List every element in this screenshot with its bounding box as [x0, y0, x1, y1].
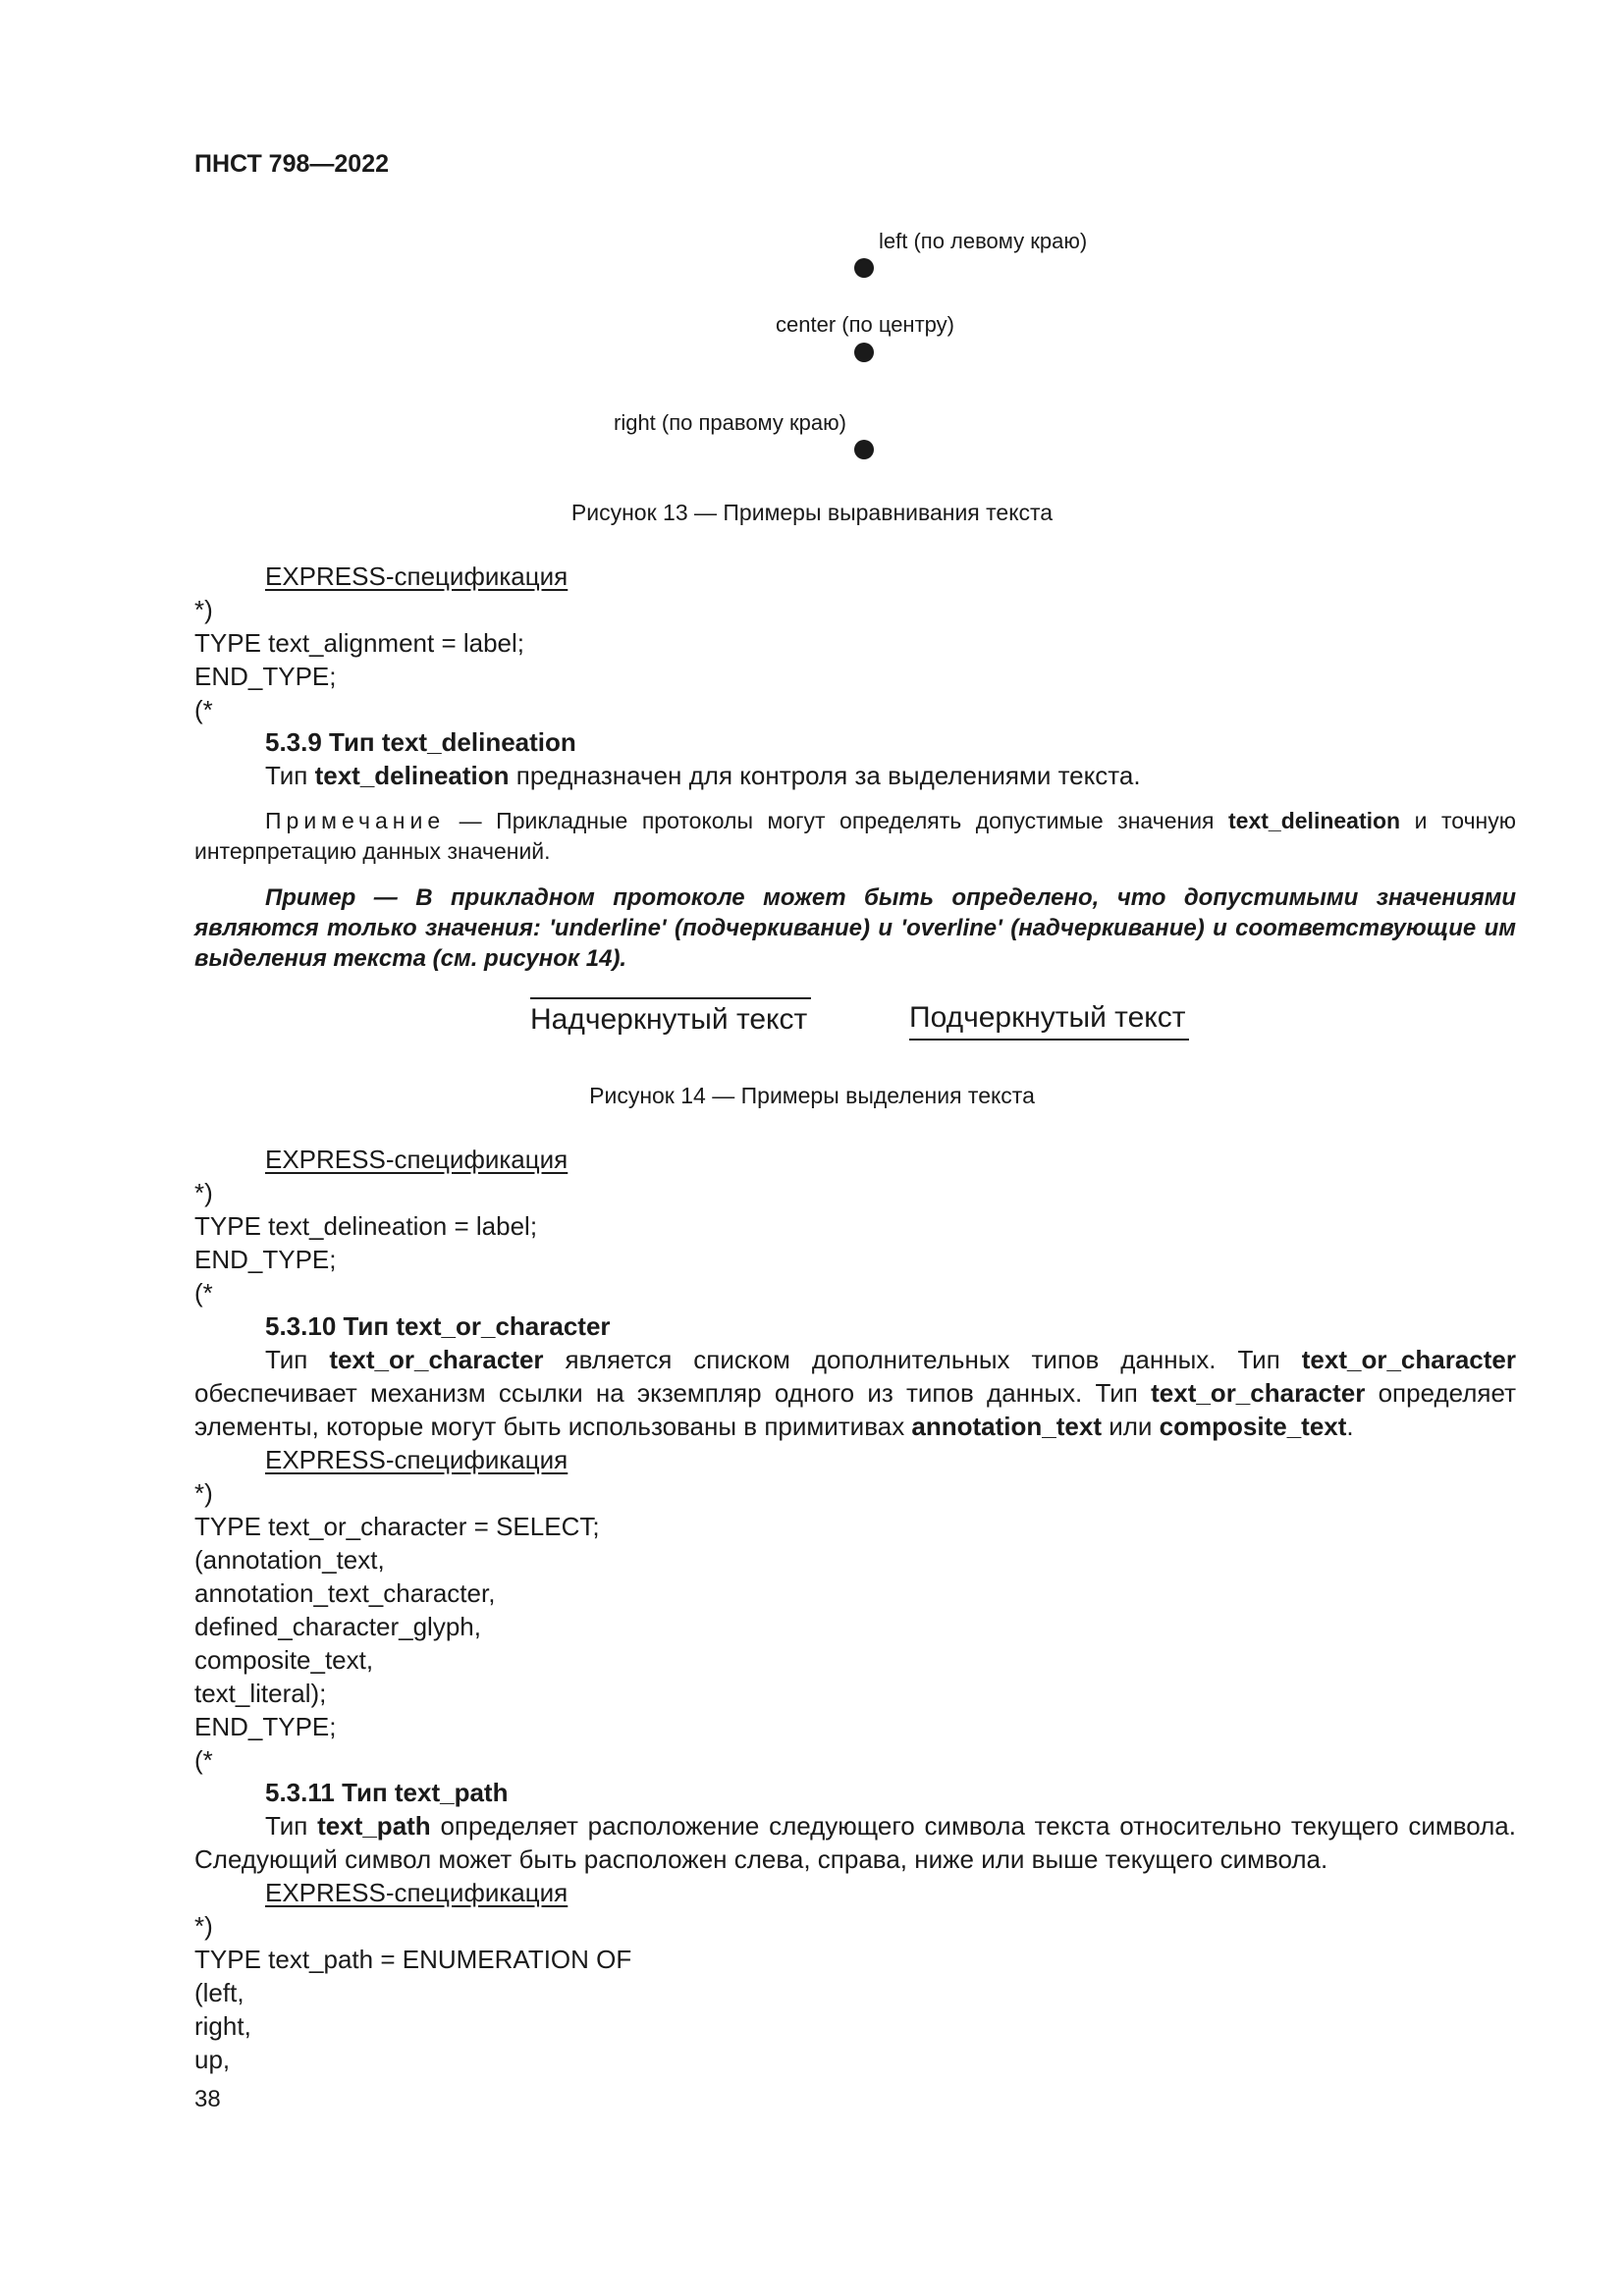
code-line: END_TYPE; — [194, 1712, 337, 1741]
section-heading-5-3-9: 5.3.9 Тип text_delineation — [265, 727, 576, 757]
section-heading-5-3-11: 5.3.11 Тип text_path — [265, 1778, 509, 1807]
alignment-label-left: left (по левому краю) — [879, 229, 1088, 253]
code-line: (annotation_text, — [194, 1545, 385, 1575]
section-5-3-11-paragraph: Тип text_path определяет расположение следующего символа текста относительно текущего символа. Следующий символ может быть расположен слева, справа, ниже или выше текущего символа. — [194, 1811, 1516, 1874]
express-spec-label: EXPRESS-спецификация — [265, 561, 568, 591]
alignment-point-right — [854, 440, 874, 459]
alignment-label-right: right (по правому краю) — [614, 410, 846, 435]
express-spec-label: EXPRESS-спецификация — [265, 1878, 568, 1907]
figure-13-caption: Рисунок 13 — Примеры выравнивания текста — [570, 500, 1054, 525]
code-line: END_TYPE; — [194, 1245, 337, 1274]
code-line: *) — [194, 1911, 213, 1941]
code-line: defined_character_glyph, — [194, 1612, 481, 1641]
example-paragraph: Пример — В прикладном протоколе может быть определено, что допустимыми значениями являются только значения: 'underline' (подчеркивание) и 'overline' (надчеркивание) и соответствующие им выделения текста (см. рисунок 14). — [194, 884, 1516, 972]
code-line: TYPE text_delineation = label; — [194, 1211, 538, 1241]
alignment-label-center: center (по центру) — [776, 312, 954, 337]
code-line: *) — [194, 1478, 213, 1508]
document-standard-number: ПНСТ 798—2022 — [194, 150, 389, 178]
code-line: *) — [194, 1178, 213, 1207]
page-number: 38 — [194, 2086, 221, 2112]
code-line: right, — [194, 2011, 251, 2041]
code-line: composite_text, — [194, 1645, 374, 1675]
alignment-point-center — [854, 343, 874, 362]
code-line: TYPE text_or_character = SELECT; — [194, 1512, 600, 1541]
underlined-text-example: Подчеркнутый текст — [909, 1001, 1189, 1041]
code-line: END_TYPE; — [194, 662, 337, 691]
section-5-3-10-paragraph: Тип text_or_character является списком дополнительных типов данных. Тип text_or_character обеспечивает механизм ссылки на экземпляр одного из типов данных. Тип text_or_character определяет элементы, которые могут быть использованы в примитивах annotation_text или composite_text. — [194, 1345, 1516, 1441]
section-heading-5-3-10: 5.3.10 Тип text_or_character — [265, 1311, 611, 1341]
express-spec-label: EXPRESS-спецификация — [265, 1445, 568, 1474]
code-line: TYPE text_alignment = label; — [194, 628, 525, 658]
note-label: Примечание — [265, 808, 446, 833]
note-paragraph: Примечание — Прикладные протоколы могут определять допустимые значения text_delineation и точную интерпретацию данных значений. — [194, 808, 1517, 864]
code-line: (* — [194, 1278, 213, 1308]
code-line: (* — [194, 695, 213, 724]
alignment-point-left — [854, 258, 874, 278]
figure-14-caption: Рисунок 14 — Примеры выделения текста — [589, 1083, 1035, 1108]
code-line: (left, — [194, 1978, 244, 2007]
code-line: up, — [194, 2045, 231, 2074]
code-line: annotation_text_character, — [194, 1578, 496, 1608]
code-line: text_literal); — [194, 1679, 327, 1708]
code-line: *) — [194, 595, 213, 624]
code-line: (* — [194, 1745, 213, 1775]
section-5-3-9-paragraph: Тип text_delineation предназначен для контроля за выделениями текста. — [265, 761, 1141, 790]
code-line: TYPE text_path = ENUMERATION OF — [194, 1945, 632, 1974]
overlined-text-example: Надчеркнутый текст — [530, 997, 811, 1037]
express-spec-label: EXPRESS-спецификация — [265, 1145, 568, 1174]
